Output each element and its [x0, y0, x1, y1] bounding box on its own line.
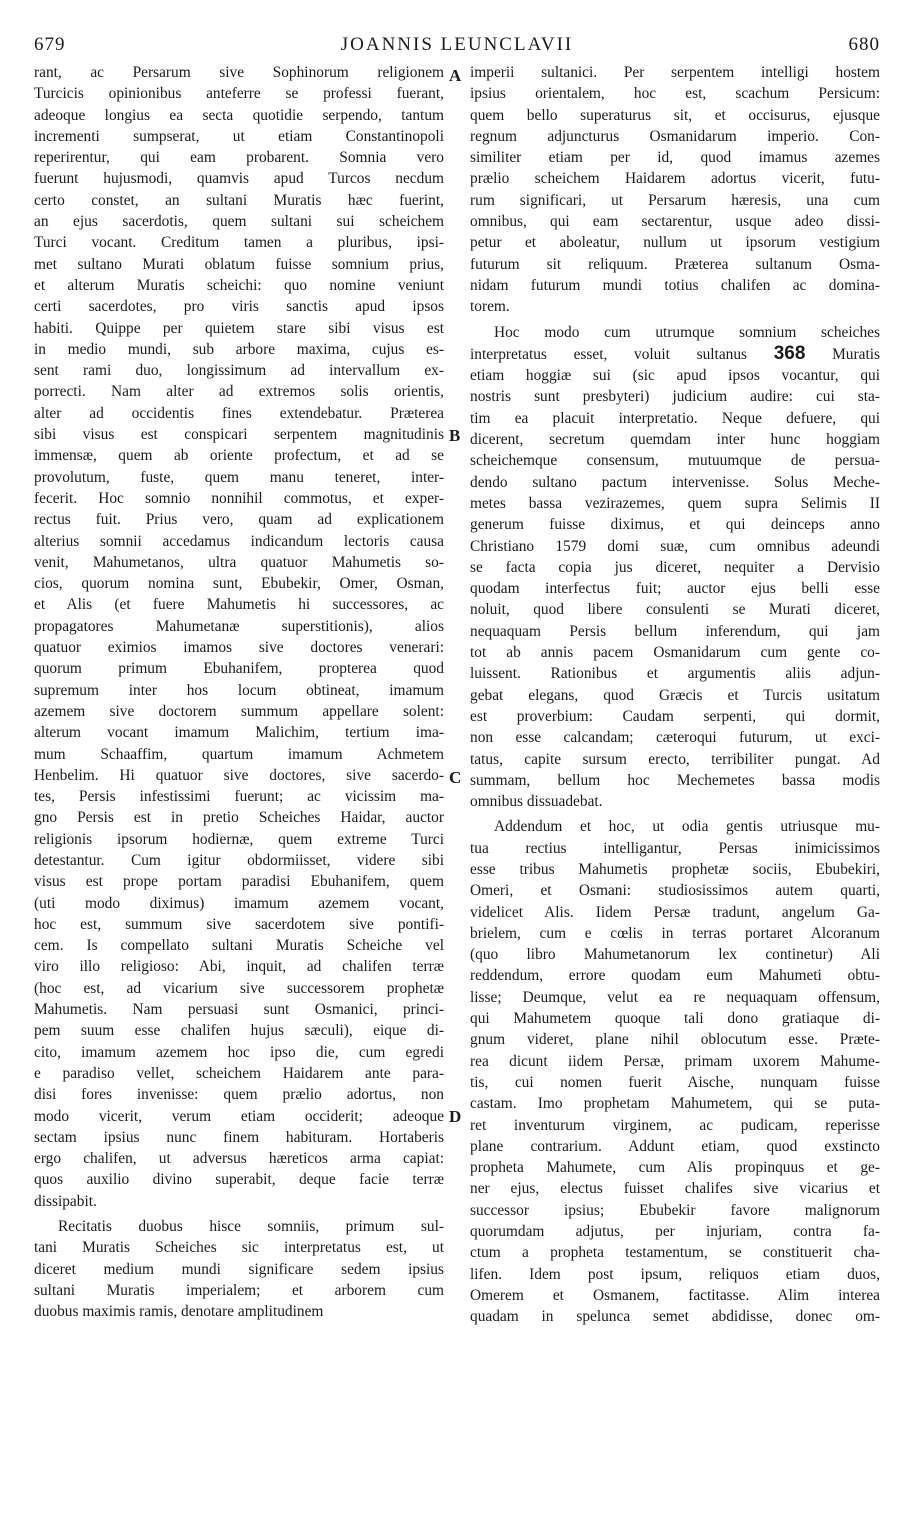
text-line: metes bassa vezirazemes, quem supra Selimis II — [470, 494, 880, 512]
left-column — [34, 62, 444, 1323]
right-column-paragraph-3 — [470, 816, 880, 1327]
running-header — [34, 34, 880, 60]
text-line: gnum videret, plane nihil oblocutum esse. Præte- — [470, 1031, 880, 1049]
text-line: scheichemque consensum, mutuumque de persua- — [470, 452, 880, 470]
right-column — [470, 62, 880, 1328]
text-fragment: Muratis — [832, 345, 880, 363]
text-line: alterum vocant imamum Malichim, tertium ima- — [34, 724, 444, 742]
text-line: ner ejus, electus fuisset chalifes sive vicarius et — [470, 1180, 880, 1198]
text-line: sectam ipsius nunc finem habituram. Hortaberis — [34, 1128, 444, 1146]
text-line: summam, bellum hoc Mechemetes bassa modis — [470, 771, 880, 789]
text-line: quodam interfectus fuit; auctor ejus belli esse — [470, 580, 880, 598]
text-line: dissipabit. — [34, 1192, 97, 1210]
text-line: detestantur. Cum igitur obdormiisset, videre sibi — [34, 851, 444, 869]
text-line: est proverbium: Caudam serpenti, qui dormit, — [470, 707, 880, 725]
text-line: Hoc modo cum utrumque somnium scheiches — [494, 323, 880, 341]
text-line: tes, Persis infestissimi fuerunt; ac vicissim ma- — [34, 788, 444, 806]
text-line: azemem sive doctorem summum appellare solent: — [34, 702, 444, 720]
text-line: Addendum et hoc, ut odia gentis utriusque mu- — [494, 818, 880, 836]
running-title: JOANNIS LEUNCLAVII — [340, 34, 574, 55]
text-line: gebat elegans, quod Græcis et Turcis usitatum — [470, 686, 880, 704]
text-line: immensæ, quem ab oriente profectum, et ad se — [34, 447, 444, 465]
text-line: reddendum, errore quodam eum Mahumeti obtu- — [470, 967, 880, 985]
text-line: certo constet, an sultani Muratis hæc fuerint, — [34, 191, 444, 209]
text-line: Christiano 1579 domi suæ, cum omnibus adeundi — [470, 537, 880, 555]
text-line: tim ea placuit interpretatio. Neque defuere, qui — [470, 409, 880, 427]
text-line: sibi visus est conspicari serpentem magnitudinis — [34, 426, 444, 444]
text-line: alterius somnii accedamus indicandum lectoris causa — [34, 532, 444, 550]
text-line: rectus fuit. Prius vero, quam ad explicationem — [34, 511, 444, 529]
text-line: esse tribus Mahumetis prophetæ sociis, Ebubekiri, — [470, 860, 880, 878]
text-line: quorum primum Ebuhanifem, propterea quod — [34, 660, 444, 678]
text-line: lisse; Deumque, velut ea re nequaquam offensum, — [470, 988, 880, 1006]
text-line: rea dicunt iidem Persæ, primam uxorem Mahume- — [470, 1052, 880, 1070]
margin-letter-a: A — [449, 66, 462, 85]
text-line: omnibus dissuadebat. — [470, 793, 603, 811]
text-fragment: interpretatus esset, voluit sultanus — [470, 345, 748, 363]
text-line: quatuor eximios imamos sive doctores venerari: — [34, 639, 444, 657]
text-line: tot ab annis pacem Osmanidarum cum gente co- — [470, 644, 880, 662]
text-line: tatus, capite sursum erecto, terribiliter pungat. Ad — [470, 750, 880, 768]
text-line: adeoque longius ea secta quotidie serpendo, tantum — [34, 106, 444, 124]
text-line: quem bello superaturus sit, et occisurus, ejusque — [470, 106, 880, 124]
text-line: quos auxilio divino superabit, deque facie terræ — [34, 1171, 444, 1189]
text-line: (quo libro Mahumetanorum lex continetur) Ali — [470, 946, 880, 964]
text-line: alter ad occidentis fines extendebatur. Præterea — [34, 404, 444, 422]
margin-letter-d: D — [449, 1107, 462, 1126]
text-line: petur et aboleatur, nullum ut ipsorum vestigium — [470, 234, 880, 252]
text-line: regnum adjuncturus Osmanidarum imperio. Con- — [470, 127, 880, 145]
text-line: diceret medium mundi significare sedem ipsius — [34, 1260, 444, 1278]
text-line: ctum a propheta testamentum, se constituerit cha- — [470, 1244, 880, 1262]
chapter-number: 368 — [773, 342, 806, 364]
text-line: quorumdam adjutus, per injuriam, contra fa- — [470, 1223, 880, 1241]
text-line: visus est prope portam paradisi Ebuhanifem, quem — [34, 873, 444, 891]
text-line: met sultano Murati oblatum fuisse somnium prius, — [34, 255, 444, 273]
margin-letter-b: B — [449, 426, 461, 445]
page-number-left: 679 — [34, 34, 66, 55]
text-line-with-chapter-number — [470, 343, 880, 365]
text-line: prælio scheichem Haidarem adortus vicerit, futu- — [470, 170, 880, 188]
text-line: ipsius orientalem, hoc est, scachum Persicum: — [470, 85, 880, 103]
text-line: futurum sit reliquum. Præterea sultanum Osma- — [470, 255, 880, 273]
text-line: porrecti. Nam alter ad extremos solis orientis, — [34, 383, 444, 401]
text-line: hoc est, summum sive sacerdotem sive pontifi- — [34, 915, 444, 933]
text-line: Henbelim. Hi quatuor sive doctores, sive sacerdo- — [34, 766, 444, 784]
text-line: sent rami duo, longissimum ad intervallum ex- — [34, 362, 444, 380]
text-line: nequaquam Persis bellum inferendum, qui jam — [470, 622, 880, 640]
text-line: imperii sultanici. Per serpentem intelligi hostem — [470, 64, 880, 81]
text-line: supremum inter hos locum obtineat, imamum — [34, 681, 444, 699]
text-line: Turci vocant. Creditum tamen a pluribus, ipsi- — [34, 234, 444, 252]
text-line: se facta copia jus diceret, nequiter a Dervisio — [470, 558, 880, 576]
page-number-right: 680 — [848, 34, 880, 55]
text-line: gno Persis est in pretio Scheiches Haidar, auctor — [34, 809, 444, 827]
text-line: etiam hoggiæ sui (sic apud ipsos vocantur, qui — [470, 367, 880, 385]
text-line: mum Schaaffim, quartum imamum Achmetem — [34, 745, 444, 763]
text-line: sultani Muratis imperialem; et arborem cum — [34, 1281, 444, 1299]
text-line: ret inventurum virginem, ac pudicam, reperisse — [470, 1116, 880, 1134]
text-line: venit, Mahumetanos, ultra quatuor Mahumetis so- — [34, 553, 444, 571]
text-line: torem. — [470, 298, 510, 316]
text-line: dendo sultano pactum intervenisse. Solus Meche- — [470, 473, 880, 491]
text-line: modo vicerit, verum etiam occiderit; adeoque — [34, 1107, 444, 1125]
text-line: tani Muratis Scheiches sic interpretatus est, ut — [34, 1239, 444, 1257]
text-line: Recitatis duobus hisce somniis, primum sul- — [58, 1218, 444, 1236]
text-line: duobus maximis ramis, denotare amplitudinem — [34, 1303, 324, 1321]
text-line: ergo chalifen, ut adversus hæreticos arma capiat: — [34, 1150, 444, 1168]
text-line: nidam futurum mundi totius chalifen ac domina- — [470, 276, 880, 294]
text-line: certi sacerdotes, pro viris sanctis apud ipsos — [34, 298, 444, 316]
text-line: fecerit. Hoc somnio nonnihil commotus, et exper- — [34, 489, 444, 507]
text-line: incrementi sumpserat, ut etiam Constantinopoli — [34, 127, 444, 145]
text-line: tis, cui nomen fuerit Aische, nunquam fuisse — [470, 1073, 880, 1091]
text-line: in medio mundi, sub arbore maxima, cujus es- — [34, 340, 444, 358]
text-line: an ejus sacerdotis, quem sultani sui scheichem — [34, 213, 444, 231]
text-line: tua rectius intelligantur, Persas inimicissimos — [470, 839, 880, 857]
text-line: religionis ipsorum hodiernæ, quem extreme Turci — [34, 830, 444, 848]
text-line: Omeri, et Osmani: studiosissimos autem quarti, — [470, 882, 880, 900]
text-line: brielem, cum e cœlis in terras portaret Alcoranum — [470, 924, 880, 942]
text-line: noluit, quod libere consulenti se Murati diceret, — [470, 601, 880, 619]
right-column-paragraph-1 — [470, 62, 880, 318]
text-line: pem suum esse chalifen hujus sæculi), eique di- — [34, 1022, 444, 1040]
text-line: omnibus, qui eam sectarentur, usque adeo dissi- — [470, 213, 880, 231]
text-line: generum fuisse diximus, et qui deinceps anno — [470, 516, 880, 534]
text-line: et Alis (et fuere Mahumetis hi successores, ac — [34, 596, 444, 614]
text-line: Turcicis opinionibus anteferre se professi fuerant, — [34, 85, 444, 103]
text-line: rum significari, ut Persarum hæresis, una cum — [470, 191, 880, 209]
text-line: quadam in spelunca semet abdidisse, donec om- — [470, 1308, 880, 1326]
text-line: cito, imamum azemem hoc ipso die, cum egredi — [34, 1043, 444, 1061]
text-line: (hoc est, ad vicarium sive successorem prophetæ — [34, 979, 444, 997]
text-line: non esse calcandam; cæteroqui futurum, ut exci- — [470, 729, 880, 747]
text-line: qui Mahumetem quoque tali dono gratiaque di- — [470, 1010, 880, 1028]
text-line: successor ipsius; Ebubekir favore malignorum — [470, 1201, 880, 1219]
text-line: Mahumetis. Nam persuasi sunt Osmanici, princi- — [34, 1001, 444, 1019]
margin-letter-c: C — [449, 768, 462, 787]
text-line: propagatores Mahumetanæ superstitionis), alios — [34, 617, 444, 635]
text-line: cem. Is compellato sultani Muratis Scheiche vel — [34, 937, 444, 955]
text-line: nostris sunt presbyteri) judicium audire: cui sta- — [470, 388, 880, 406]
text-line: disi fores invenisse: quem prælio adortus, non — [34, 1086, 444, 1104]
text-line: reperirentur, qui eam probarent. Somnia vero — [34, 149, 444, 167]
text-line: similiter etiam per id, quod imamus azemes — [470, 149, 880, 167]
text-line: habiti. Quippe per quietem stare sibi visus est — [34, 319, 444, 337]
text-line: provolutum, fuste, quem manu teneret, inter- — [34, 468, 444, 486]
text-line: propheta Mahumete, cum Alis propinquus et ge- — [470, 1159, 880, 1177]
text-line: (uti modo diximus) imamum azemem vocant, — [34, 894, 444, 912]
text-line: e paradiso vellet, scheichem Haidarem ante para- — [34, 1064, 444, 1082]
text-line: videlicet Alis. Iidem Persæ tradunt, angelum Ga- — [470, 903, 880, 921]
text-line: viro illo religioso: Abi, inquit, ad chalifen terræ — [34, 958, 444, 976]
text-line: fuerunt hujusmodi, quamvis apud Turcos necdum — [34, 170, 444, 188]
text-line: et alterum Muratis scheichi: quo nomine veniunt — [34, 276, 444, 294]
text-line: Omerem et Osmanem, factitasse. Alim interea — [470, 1286, 880, 1304]
text-line: dicerent, secretum quemdam inter hunc hoggiam — [470, 431, 880, 449]
text-line: luissent. Rationibus et argumentis aliis adjun- — [470, 665, 880, 683]
text-line: rant, ac Persarum sive Sophinorum religionem — [34, 64, 444, 81]
text-line: castam. Imo prophetam Mahumetem, qui se puta- — [470, 1095, 880, 1113]
text-line: plane contrarium. Addunt etiam, quod exstincto — [470, 1137, 880, 1155]
text-line: cios, quorum nomina sunt, Ebubekir, Omer, Osman, — [34, 575, 444, 593]
text-line: lifen. Idem post ipsum, reliquos etiam duos, — [470, 1265, 880, 1283]
right-column-paragraph-2 — [470, 322, 880, 813]
